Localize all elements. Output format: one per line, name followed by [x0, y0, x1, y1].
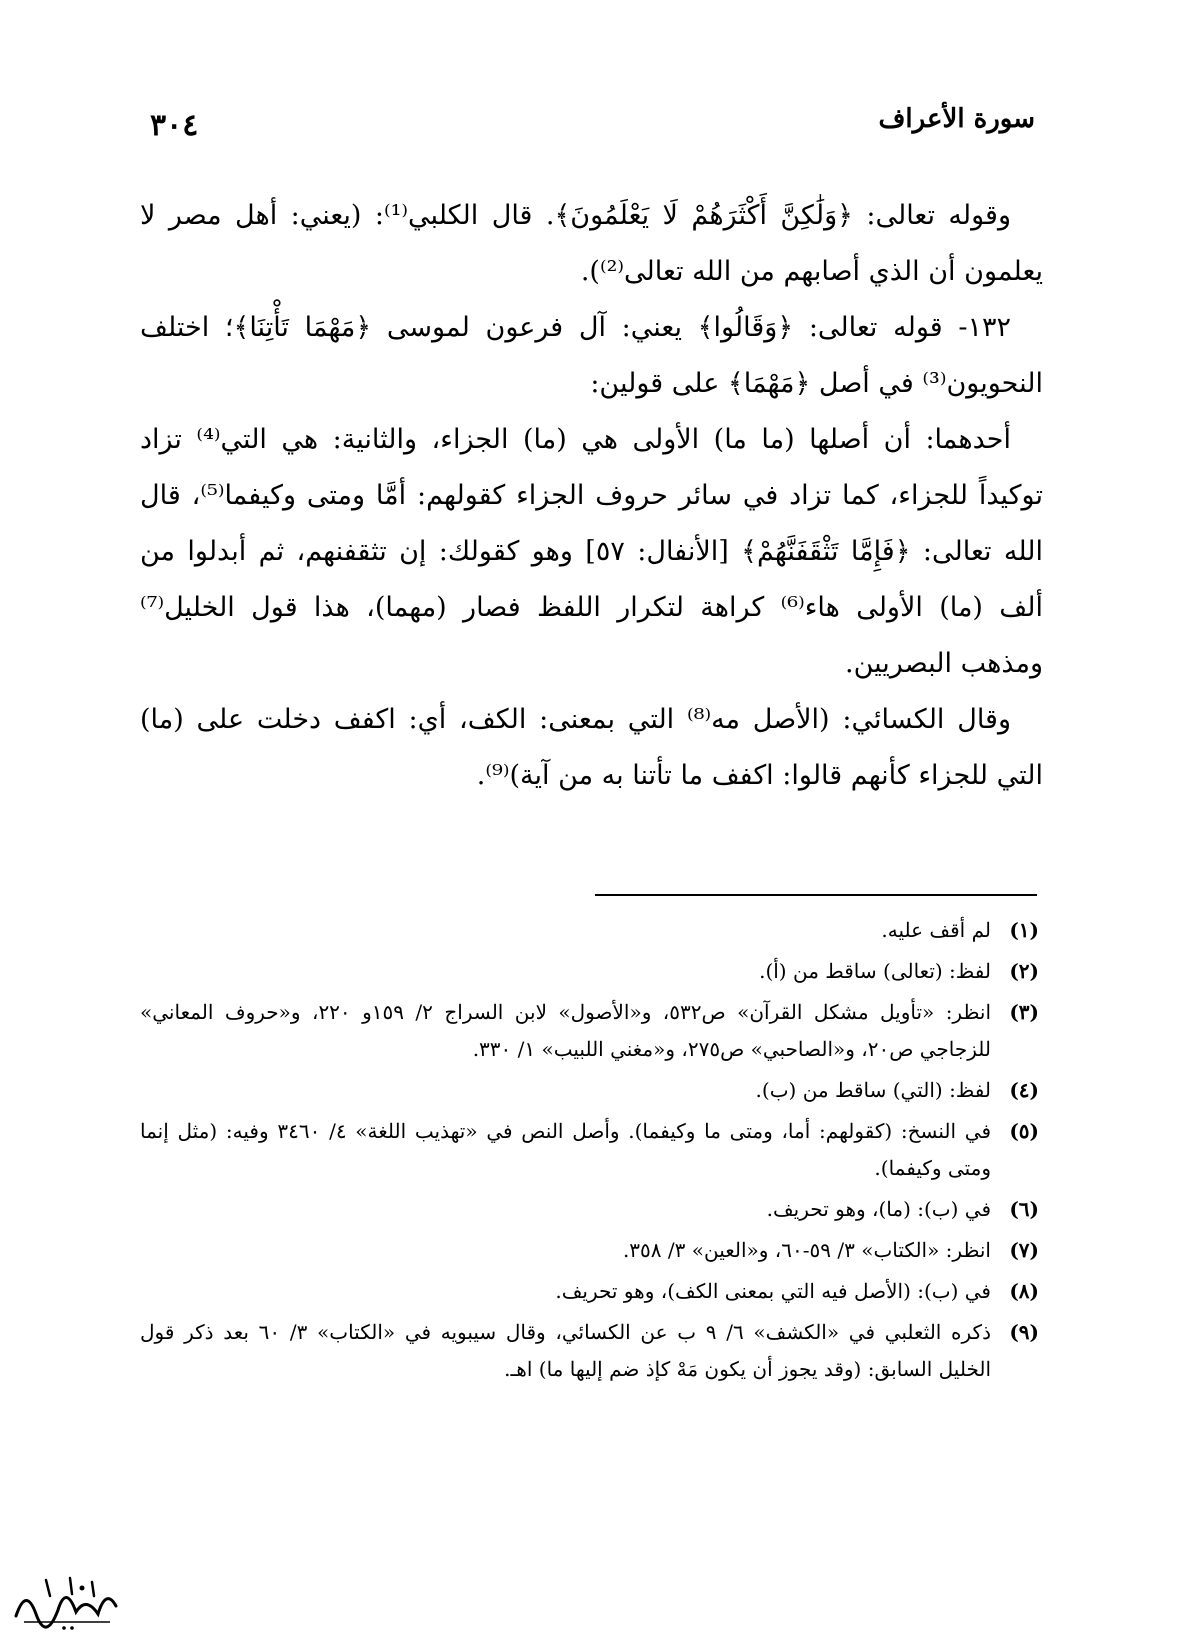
paragraph-3: أحدهما: أن أصلها (ما ما) الأولى هي (ما) الجزاء، والثانية: هي التي⁽⁴⁾ تزاد توكيداً للجزاء، كما تزاد في سائر حروف الجزاء كقولهم: أمَّا ومتى وكيفما⁽⁵⁾، قال الله تعالى: ﴿فَإِمَّا تَثْقَفَنَّهُمْ﴾ [الأنفال: ٥٧] وهو كقولك: إن تثقفنهم، ثم أبدلوا من ألف (ما) الأولى هاء⁽⁶⁾ كراهة لتكرار اللفظ فصار (مهما)، هذا قول الخليل⁽⁷⁾ ومذهب البصريين. — [140, 424, 1043, 679]
footnote-8 — [140, 1273, 1039, 1310]
footnote-9 — [140, 1314, 1039, 1388]
footnote-1 — [140, 912, 1039, 949]
footnote-text: ذكره الثعلبي في «الكشف» ٦/ ٩ ب عن الكسائي، وقال سيبويه في «الكتاب» ٣/ ٦٠ بعد ذكر قول الخليل السابق: (وقد يجوز أن يكون مَهْ كإذ ضم إليها ما) اهـ. — [140, 1320, 991, 1381]
footnote-6 — [140, 1191, 1039, 1228]
paragraph-1: وقوله تعالى: ﴿وَلَٰكِنَّ أَكْثَرَهُمْ لَا يَعْلَمُونَ﴾. قال الكلبي⁽¹⁾: (يعني: أهل مصر لا يعلمون أن الذي أصابهم من الله تعالى⁽²⁾). — [140, 200, 1043, 287]
footnote-text: لفظ: (التي) ساقط من (ب). — [755, 1078, 991, 1102]
footnote-text: في (ب): (الأصل فيه التي بمعنى الكف)، وهو تحريف. — [555, 1279, 991, 1303]
footnote-number: (٢) — [1009, 959, 1039, 983]
footnote-text: انظر: «الكتاب» ٣/ ٥٩-٦٠، و«العين» ٣/ ٣٥٨. — [622, 1238, 991, 1262]
paragraph-4: وقال الكسائي: (الأصل مه⁽⁸⁾ التي بمعنى: الكف، أي: اكفف دخلت على (ما) التي للجزاء كأنهم قالوا: اكفف ما تأتنا به من آية)⁽⁹⁾. — [140, 704, 1043, 791]
footnote-text: لم أقف عليه. — [881, 918, 991, 942]
footnote-number: (٤) — [1009, 1078, 1039, 1102]
footnote-text: في النسخ: (كقولهم: أما، ومتى ما وكيفما). وأصل النص في «تهذيب اللغة» ٤/ ٣٤٦٠ وفيه: (مثل إنما ومتى وكيفما). — [140, 1119, 992, 1180]
stamp-graphic — [6, 1566, 126, 1636]
surah-title: سورة الأعراف — [878, 104, 1035, 134]
footnote-number: (٥) — [1009, 1119, 1039, 1143]
footnote-2 — [140, 953, 1039, 990]
footnote-number: (٩) — [1009, 1320, 1039, 1344]
footnote-divider — [595, 894, 1037, 896]
footnote-text: لفظ: (تعالى) ساقط من (أ). — [759, 959, 991, 983]
footnote-4 — [140, 1072, 1039, 1109]
footnote-text: انظر: «تأويل مشكل القرآن» ص٥٣٢، و«الأصول» لابن السراج ٢/ ١٥٩و ٢٢٠، و«حروف المعاني» للزجاجي ص٢٠، و«الصاحبي» ص٢٧٥، و«مغني اللبيب» ١/ ٣٣٠. — [140, 1000, 991, 1061]
footnote-5 — [140, 1113, 1039, 1187]
footnote-text: في (ب): (ما)، وهو تحريف. — [766, 1197, 991, 1221]
footnotes-list — [140, 912, 1039, 1392]
calligraphy-stamp-icon — [6, 1566, 126, 1636]
main-body — [140, 188, 1043, 804]
footnote-7 — [140, 1232, 1039, 1269]
page-number: ٣٠٤ — [150, 108, 199, 143]
footnote-number: (٧) — [1009, 1238, 1039, 1262]
paragraph-2: ١٣٢- قوله تعالى: ﴿وَقَالُوا﴾ يعني: آل فرعون لموسى ﴿مَهْمَا تَأْتِنَا﴾؛ اختلف النحويون⁽³⁾ في أصل ﴿مَهْمَا﴾ على قولين: — [140, 312, 1043, 399]
page-header — [150, 104, 1035, 154]
footnote-number: (٨) — [1009, 1279, 1039, 1303]
footnote-number: (١) — [1009, 918, 1039, 942]
footnote-number: (٣) — [1009, 1000, 1039, 1024]
footnote-number: (٦) — [1009, 1197, 1039, 1221]
footnote-3 — [140, 994, 1039, 1068]
